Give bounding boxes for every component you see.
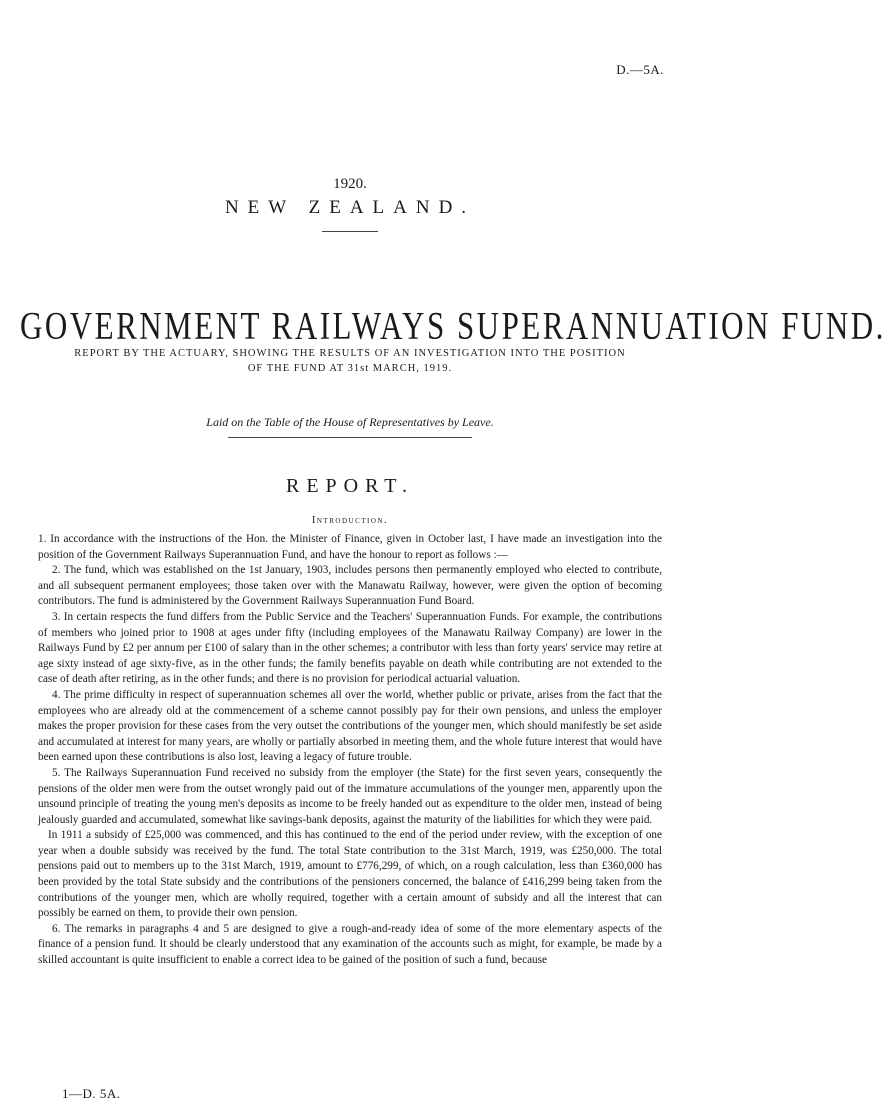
paper-reference: D.—5A. bbox=[616, 62, 664, 77]
document-title: GOVERNMENT RAILWAYS SUPERANNUATION FUND. bbox=[20, 303, 886, 348]
divider bbox=[322, 231, 378, 232]
publication-year: 1920. bbox=[333, 176, 367, 192]
paragraph: 2. The fund, which was established on the 1st January, 1903, includes persons then permanently employed who elected to contribute, and all subsequent permanent employees; those taken over with the Manawatu Railway, however, were given the option of becoming contributors. The fund is administered by the Government Railways Superannuation Fund Board. bbox=[38, 564, 662, 608]
divider bbox=[228, 437, 472, 438]
report-heading: REPORT. bbox=[286, 475, 414, 497]
paragraph: 4. The prime difficulty in respect of superannuation schemes all over the world, whether public or private, arises from the fact that the employees who are already old at the commencement of a scheme cannot possibly pay for their own pensions, and unless the employer makes the proper provision for these cases from the very outset the contributions of the younger men, which should manifestly be set aside and accumulated at interest for many years, are wholly or partially absorbed in meeting them, and the whole future interest that would have been earned upon these contributions is also lost, leaving a legacy of future trouble. bbox=[38, 688, 662, 764]
paragraph: 3. In certain respects the fund differs from the Public Service and the Teachers' Superannuation Funds. For example, the contributions of members who joined prior to 1908 at ages under fifty (including employees of the Manawatu Railway Company) are lower in the Railways Fund by £2 per annum per £100 of salary than in the other schemes; a contributor with less than forty years' service may retire at age sixty instead of age sixty-five, as in the other funds; the family benefits payable on death while contributing are not extended to the case of death after retiring, as in the other funds; and there is no provision for periodical actuarial valuation. bbox=[38, 610, 662, 686]
document-subtitle: REPORT BY THE ACTUARY, SHOWING THE RESULTS OF AN INVESTIGATION INTO THE POSITION OF THE FUND AT 31st MARCH, 1919. bbox=[74, 348, 626, 374]
report-body bbox=[38, 532, 662, 969]
paragraph: 1. In accordance with the instructions of the Hon. the Minister of Finance, given in October last, I have made an investigation into the position of the Government Railways Superannuation Fund, and have the honour to report as follows :— bbox=[38, 533, 662, 561]
signature-mark: 1—D. 5A. bbox=[62, 1086, 121, 1101]
paragraph: In 1911 a subsidy of £25,000 was commenced, and this has continued to the end of the period under review, with the exception of one year when a double subsidy was received by the fund. The total State contribution to the 31st March, 1919, was £250,000. The total pensions paid out to members up to the 31st March, 1919, amount to £776,299, of which, on a rough calculation, less than £360,000 has been provided by the total State subsidy and the contributions of the pensioners concerned, the balance of £416,299 being taken from the contributions of the younger men, which are wholly required, together with a certain amount of subsidy and all the interest that can possibly be earned on them, to provide their own pension. bbox=[38, 829, 662, 920]
country-heading: NEW ZEALAND. bbox=[224, 197, 476, 218]
laid-on-table-note: Laid on the Table of the House of Representatives by Leave. bbox=[206, 415, 494, 429]
paragraph: 5. The Railways Superannuation Fund received no subsidy from the employer (the State) for the first seven years, consequently the pensions of the older men were from the outset wrongly paid out of the immature accumulations of the younger men, apparently upon the unsound principle of treating the young men's deposits as income to be freely handed out as expenditure to the older men, instead of being jealously guarded and accumulated, somewhat like savings-bank deposits, against the maturity of the liabilities for which they were paid. bbox=[38, 766, 662, 826]
paragraph: 6. The remarks in paragraphs 4 and 5 are designed to give a rough-and-ready idea of some of the more elementary aspects of the finance of a pension fund. It should be clearly understood that any examination of the accounts such as might, for example, be made by a skilled accountant is quite insufficient to enable a correct idea to be gained of the position of such a fund, because bbox=[38, 922, 662, 967]
section-heading: Introduction. bbox=[311, 515, 389, 526]
